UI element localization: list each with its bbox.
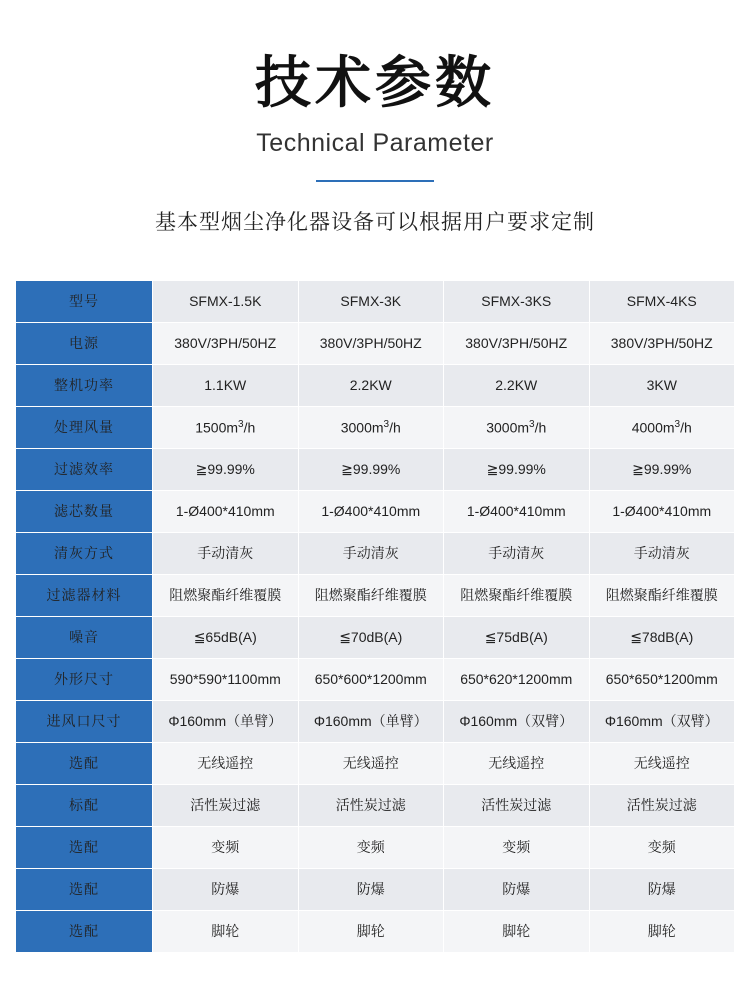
table-row — [16, 280, 735, 322]
table-cell: 手动清灰 — [153, 532, 299, 574]
table-cell: 变频 — [444, 826, 590, 868]
table-row — [16, 406, 735, 448]
row-label: 处理风量 — [16, 406, 153, 448]
table-cell: 1-Ø400*410mm — [298, 490, 444, 532]
table-cell: ≧99.99% — [444, 448, 590, 490]
table-cell: 防爆 — [444, 868, 590, 910]
table-row — [16, 364, 735, 406]
table-cell: 380V/3PH/50HZ — [298, 322, 444, 364]
table-cell: 防爆 — [589, 868, 735, 910]
table-cell: 650*650*1200mm — [589, 658, 735, 700]
table-cell: 活性炭过滤 — [153, 784, 299, 826]
table-cell: 380V/3PH/50HZ — [153, 322, 299, 364]
table-cell: 1.1KW — [153, 364, 299, 406]
table-cell: 1-Ø400*410mm — [153, 490, 299, 532]
table-cell: ≦65dB(A) — [153, 616, 299, 658]
page-description: 基本型烟尘净化器设备可以根据用户要求定制 — [155, 210, 595, 234]
table-cell: 脚轮 — [153, 910, 299, 952]
table-cell: 无线遥控 — [298, 742, 444, 784]
table-cell: 1-Ø400*410mm — [589, 490, 735, 532]
table-cell: 脚轮 — [444, 910, 590, 952]
row-label: 滤芯数量 — [16, 490, 153, 532]
spec-table-wrapper — [15, 280, 735, 953]
table-cell: $1500m^3/h$ — [153, 406, 299, 448]
table-cell: SFMX-4KS — [589, 280, 735, 322]
table-row — [16, 658, 735, 700]
table-cell: ≦70dB(A) — [298, 616, 444, 658]
table-cell: 380V/3PH/50HZ — [444, 322, 590, 364]
table-row — [16, 574, 735, 616]
page-header — [0, 0, 750, 236]
table-cell: 无线遥控 — [444, 742, 590, 784]
table-row — [16, 868, 735, 910]
table-row — [16, 910, 735, 952]
row-label: 进风口尺寸 — [16, 700, 153, 742]
table-cell: 380V/3PH/50HZ — [589, 322, 735, 364]
page-subtitle-english: Technical Parameter — [256, 128, 494, 157]
row-label: 选配 — [16, 910, 153, 952]
table-cell: Φ160mm（双臂） — [444, 700, 590, 742]
row-label: 过滤效率 — [16, 448, 153, 490]
table-cell: 脚轮 — [298, 910, 444, 952]
row-label: 型号 — [16, 280, 153, 322]
table-cell: ≧99.99% — [298, 448, 444, 490]
table-row — [16, 448, 735, 490]
table-cell: 阻燃聚酯纤维覆膜 — [153, 574, 299, 616]
table-cell: ≧99.99% — [153, 448, 299, 490]
table-cell: 阻燃聚酯纤维覆膜 — [444, 574, 590, 616]
table-cell: 脚轮 — [589, 910, 735, 952]
table-row — [16, 490, 735, 532]
row-label: 选配 — [16, 742, 153, 784]
table-row — [16, 532, 735, 574]
table-cell: 阻燃聚酯纤维覆膜 — [589, 574, 735, 616]
table-cell: 活性炭过滤 — [444, 784, 590, 826]
table-cell: 变频 — [589, 826, 735, 868]
table-cell: SFMX-3K — [298, 280, 444, 322]
row-label: 电源 — [16, 322, 153, 364]
table-cell: 手动清灰 — [444, 532, 590, 574]
table-cell: $3000m^3/h$ — [444, 406, 590, 448]
page-title: 技术参数 — [255, 51, 495, 114]
table-cell: 变频 — [153, 826, 299, 868]
table-cell: 防爆 — [153, 868, 299, 910]
row-label: 标配 — [16, 784, 153, 826]
table-cell: ≦75dB(A) — [444, 616, 590, 658]
table-cell: 650*600*1200mm — [298, 658, 444, 700]
table-cell: 2.2KW — [298, 364, 444, 406]
table-cell: ≧99.99% — [589, 448, 735, 490]
row-label: 选配 — [16, 826, 153, 868]
table-cell: 阻燃聚酯纤维覆膜 — [298, 574, 444, 616]
table-cell: 无线遥控 — [589, 742, 735, 784]
table-cell: SFMX-3KS — [444, 280, 590, 322]
table-row — [16, 742, 735, 784]
table-row — [16, 616, 735, 658]
table-row — [16, 700, 735, 742]
table-cell: Φ160mm（双臂） — [589, 700, 735, 742]
table-cell: 3KW — [589, 364, 735, 406]
table-cell: 2.2KW — [444, 364, 590, 406]
table-cell: SFMX-1.5K — [153, 280, 299, 322]
row-label: 整机功率 — [16, 364, 153, 406]
row-label: 噪音 — [16, 616, 153, 658]
title-divider — [316, 180, 434, 182]
table-row — [16, 322, 735, 364]
table-cell: 650*620*1200mm — [444, 658, 590, 700]
row-label: 过滤器材料 — [16, 574, 153, 616]
table-row — [16, 784, 735, 826]
table-cell: $4000m^3/h$ — [589, 406, 735, 448]
table-cell: 活性炭过滤 — [298, 784, 444, 826]
table-cell: 1-Ø400*410mm — [444, 490, 590, 532]
row-label: 选配 — [16, 868, 153, 910]
row-label: 外形尺寸 — [16, 658, 153, 700]
table-cell: 手动清灰 — [589, 532, 735, 574]
table-cell: ≦78dB(A) — [589, 616, 735, 658]
table-cell: 防爆 — [298, 868, 444, 910]
table-cell: 活性炭过滤 — [589, 784, 735, 826]
table-cell: Φ160mm（单臂） — [298, 700, 444, 742]
table-cell: 无线遥控 — [153, 742, 299, 784]
spec-table — [15, 280, 735, 953]
table-cell: $3000m^3/h$ — [298, 406, 444, 448]
row-label: 清灰方式 — [16, 532, 153, 574]
table-row — [16, 826, 735, 868]
table-cell: 变频 — [298, 826, 444, 868]
table-cell: 手动清灰 — [298, 532, 444, 574]
table-cell: 590*590*1100mm — [153, 658, 299, 700]
table-cell: Φ160mm（单臂） — [153, 700, 299, 742]
